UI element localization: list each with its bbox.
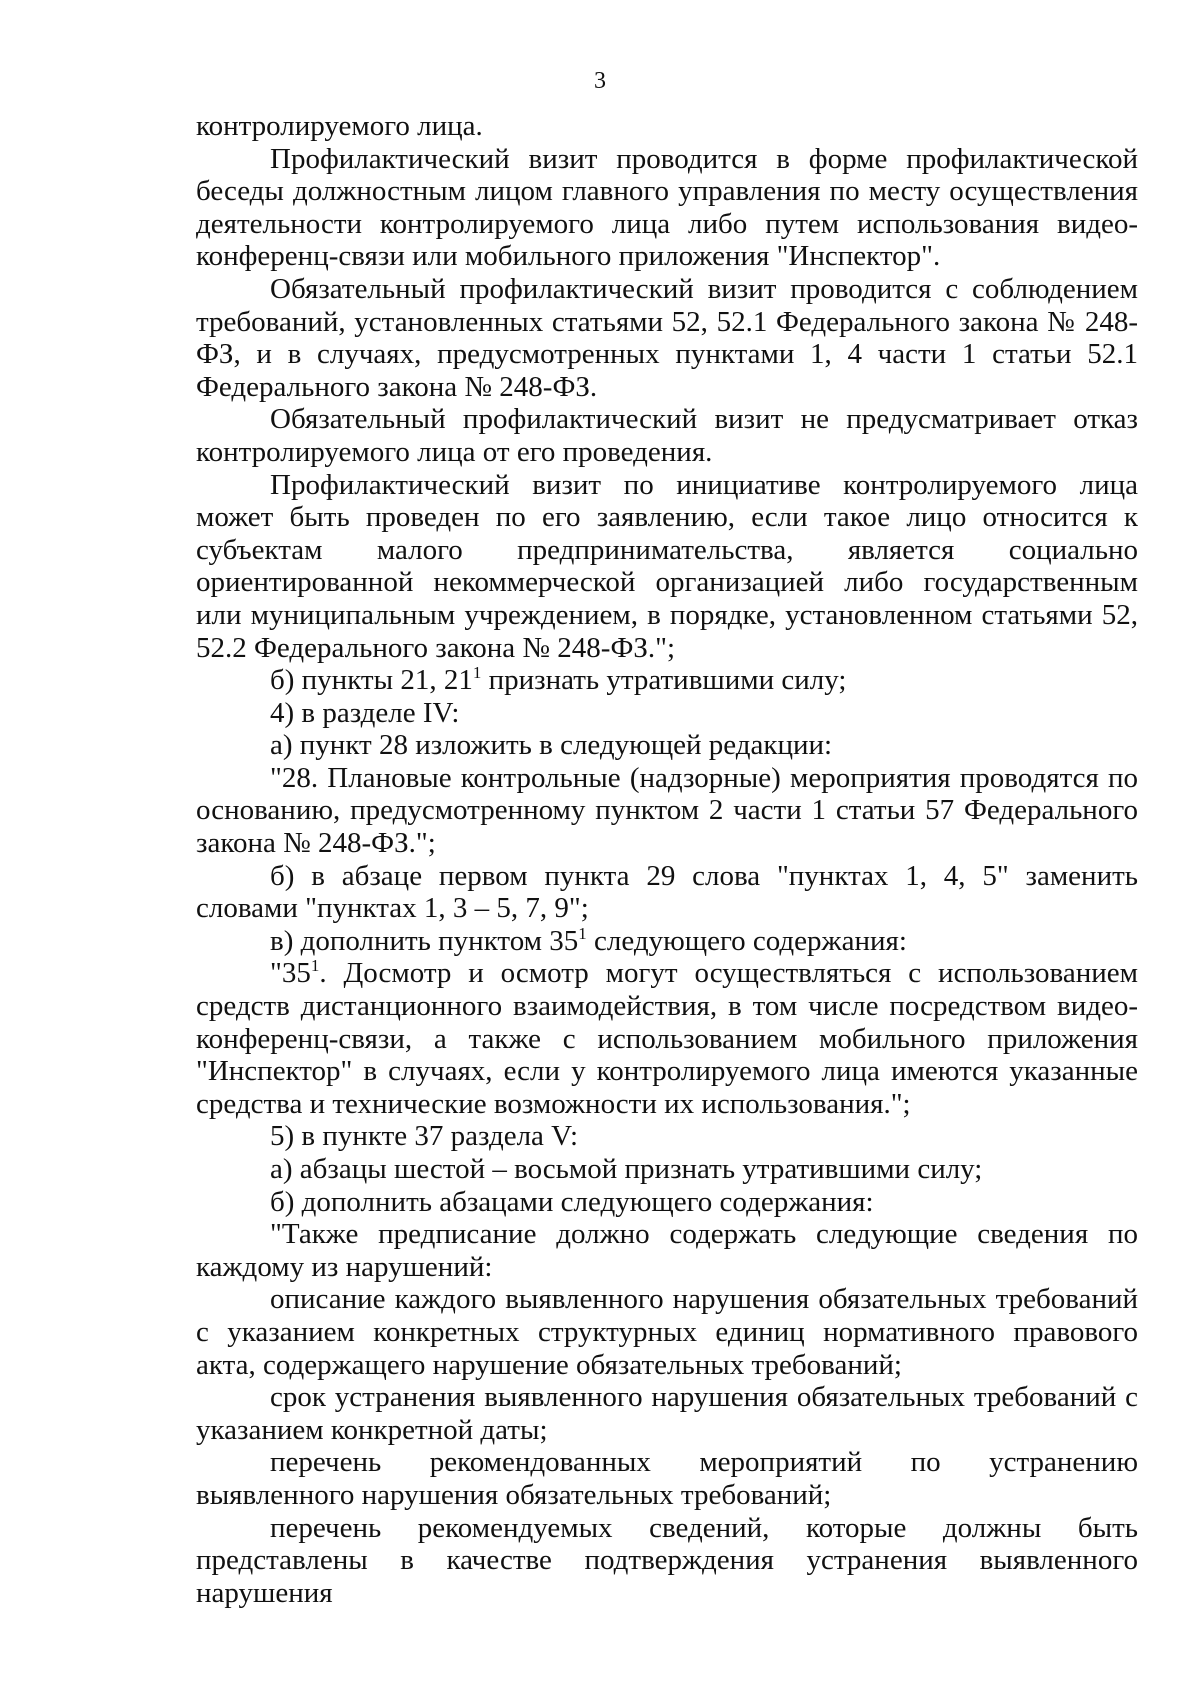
paragraph: Профилактический визит проводится в форме профилактической беседы должностным лицом главного управления по месту осуществления деятельности контролируемого лица либо путем использования видео-конференц-связи или мобильного приложения "Инспектор". (196, 142, 1138, 273)
paragraph-text: "35 (270, 957, 311, 990)
paragraph: а) пункт 28 изложить в следующей редакции: (270, 729, 833, 762)
paragraph: контролируемого лица. (196, 110, 483, 142)
paragraph (196, 664, 1138, 697)
paragraph: "Также предписание должно содержать следующие сведения по каждому из нарушений: (196, 1218, 1138, 1283)
paragraph (196, 957, 1138, 1120)
paragraph-text: в) дополнить пунктом 35 (270, 924, 579, 957)
paragraph-text: признать утратившими силу; (481, 664, 847, 697)
paragraph: б) дополнить абзацами следующего содержания: (270, 1185, 874, 1218)
paragraph: 5) в пункте 37 раздела V: (270, 1120, 579, 1153)
paragraph-text: . Досмотр и осмотр могут осуществляться с использованием средств дистанционного взаимодействия, в том числе посредством видео-конференц-связи, а также с использованием мобильного приложения "Инспектор" в случаях, если у контролируемого лица имеются указанные средства и технические возможности их использования."; (196, 957, 1138, 1120)
page-number: 3 (594, 68, 606, 94)
paragraph (196, 925, 1138, 958)
paragraph: Обязательный профилактический визит не предусматривает отказ контролируемого лица от его проведения. (196, 403, 1138, 468)
paragraph: Обязательный профилактический визит проводится с соблюдением требований, установленных статьями 52, 52.1 Федерального закона № 248-ФЗ, и в случаях, предусмотренных пунктами 1, 4 части 1 статьи 52.1 Федерального закона № 248-ФЗ. (196, 272, 1138, 403)
paragraph-text: следующего содержания: (586, 924, 907, 957)
paragraph: перечень рекомендованных мероприятий по устранению выявленного нарушения обязательных требований; (196, 1446, 1138, 1511)
paragraph: Профилактический визит по инициативе контролируемого лица может быть проведен по его заявлению, если такое лицо относится к субъектам малого предпринимательства, является социально ориентированной некоммерческой организацией либо государственным или муниципальным учреждением, в порядке, установленном статьями 52, 52.2 Федерального закона № 248-ФЗ."; (196, 468, 1138, 664)
paragraph: срок устранения выявленного нарушения обязательных требований с указанием конкретной даты; (196, 1381, 1138, 1446)
paragraph: 4) в разделе IV: (270, 696, 460, 729)
paragraph: описание каждого выявленного нарушения обязательных требований с указанием конкретных структурных единиц нормативного правового акта, содержащего нарушение обязательных требований; (196, 1283, 1138, 1381)
document-body (196, 110, 1138, 1609)
paragraph: перечень рекомендуемых сведений, которые должны быть представлены в качестве подтверждения устранения выявленного нарушения (196, 1511, 1138, 1609)
paragraph: а) абзацы шестой – восьмой признать утратившими силу; (270, 1153, 983, 1185)
superscript: 1 (578, 923, 587, 943)
paragraph-text: б) пункты 21, 21 (270, 664, 473, 697)
superscript: 1 (472, 663, 482, 683)
paragraph: б) в абзаце первом пункта 29 слова "пунктах 1, 4, 5" заменить словами "пунктах 1, 3 – 5, 7, 9"; (196, 859, 1138, 925)
paragraph: "28. Плановые контрольные (надзорные) мероприятия проводятся по основанию, предусмотренному пунктом 2 части 1 статьи 57 Федерального закона № 248-ФЗ."; (196, 761, 1138, 860)
superscript: 1 (310, 956, 320, 976)
